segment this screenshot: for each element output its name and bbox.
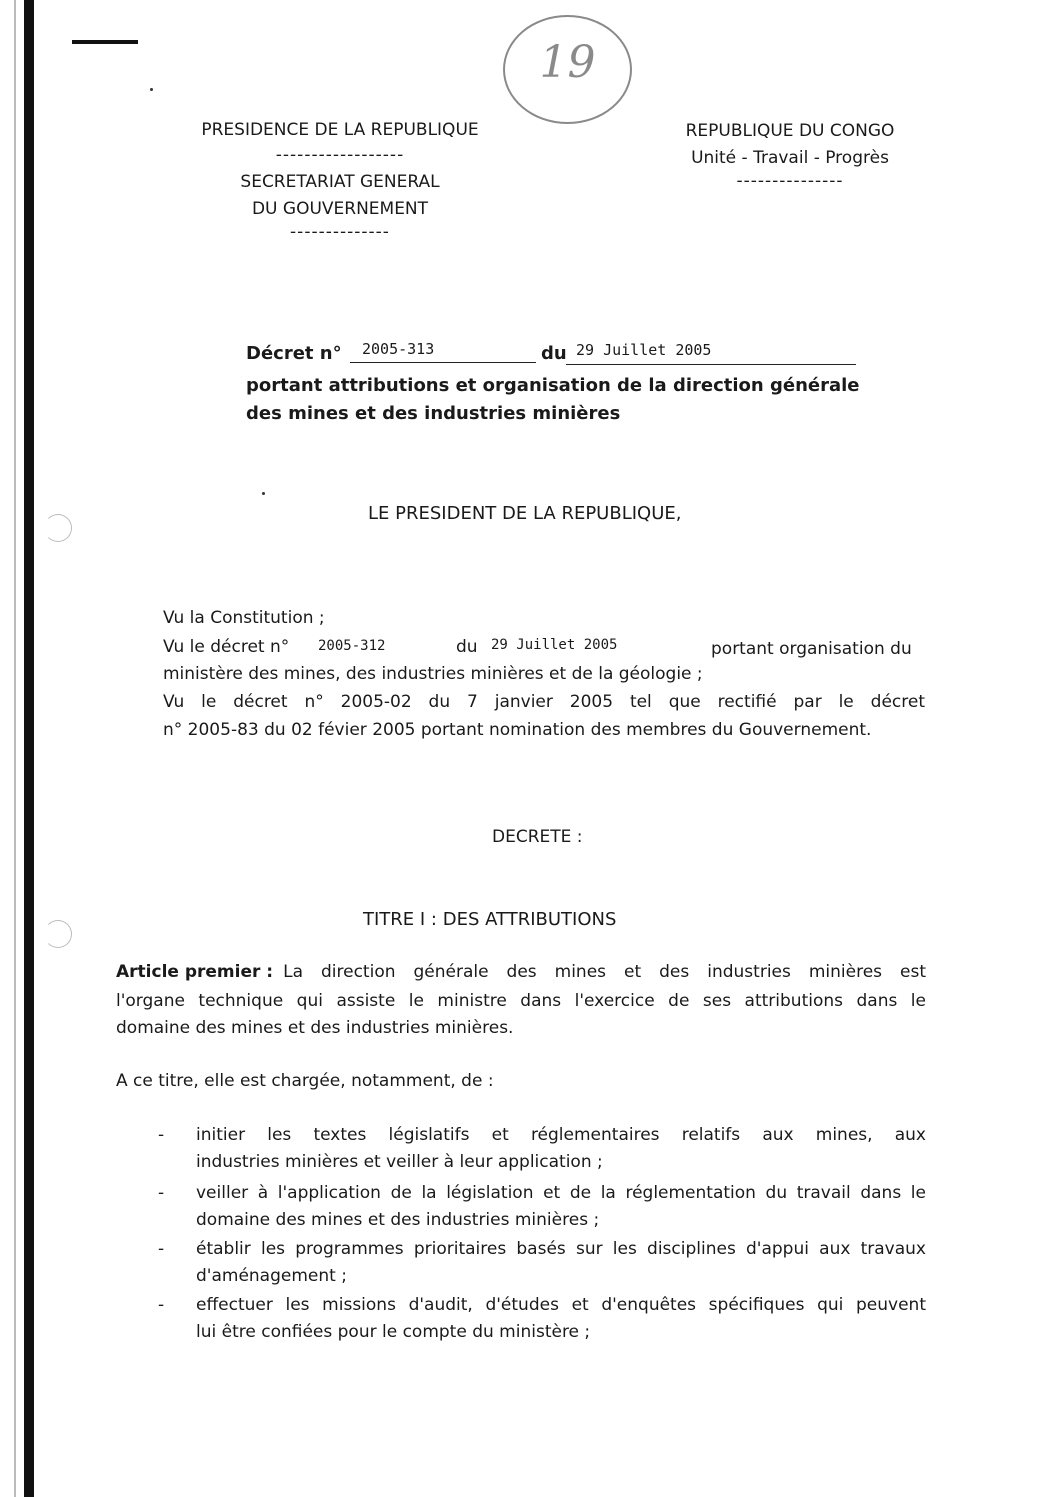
bullet-dash: -: [158, 1239, 165, 1259]
decree-du-label: du: [541, 343, 567, 364]
decree-subject-line1: portant attributions et organisation de la direction générale: [246, 375, 860, 396]
republique-label: REPUBLIQUE DU CONGO: [685, 121, 895, 141]
article-premier-text2: l'organe technique qui assiste le ministre dans l'exercice de ses attributions dans le: [116, 991, 926, 1011]
visa-decret1-number: 2005-312: [318, 638, 386, 654]
scan-top-mark: [72, 40, 138, 44]
decrete-heading: DECRETE :: [492, 827, 583, 847]
titre-heading: TITRE I : DES ATTRIBUTIONS: [363, 909, 617, 930]
attribution-line1: veiller à l'application de la législation et de la réglementation du travail dans le: [196, 1183, 926, 1203]
visa-decret1-date: 29 Juillet 2005: [491, 637, 618, 653]
attribution-text: [196, 1236, 926, 1290]
article-premier-line3: domaine des mines et des industries minières.: [116, 1018, 514, 1038]
article-premier-text1: La direction générale des mines et des industries minières est: [283, 962, 926, 982]
page-number: 19: [539, 37, 596, 88]
article-premier-line2: [116, 993, 926, 1010]
scan-binding-edge: [24, 0, 34, 1497]
scan-speck: [262, 492, 265, 495]
attribution-line2: domaine des mines et des industries minières ;: [196, 1210, 600, 1230]
president-heading: LE PRESIDENT DE LA REPUBLIQUE,: [368, 503, 682, 524]
article-premier-line1: [116, 964, 926, 981]
visa-decret1-du: du: [456, 637, 478, 657]
header-left: [150, 120, 530, 245]
bullet-dash: -: [158, 1125, 165, 1145]
decree-number: 2005-313: [362, 340, 435, 358]
presidence-label: PRESIDENCE DE LA REPUBLIQUE: [201, 120, 479, 140]
attribution-line1: établir les programmes prioritaires basés sur les disciplines d'appui aux travaux: [196, 1239, 926, 1259]
attribution-item: [158, 1180, 926, 1234]
attribution-line1: effectuer les missions d'audit, d'études et d'enquêtes spécifiques qui peuvent: [196, 1295, 926, 1315]
secretariat-label: SECRETARIAT GENERAL: [240, 172, 440, 192]
visa-decret2-line2: n° 2005-83 du 02 févier 2005 portant nomination des membres du Gouvernement.: [163, 720, 872, 740]
attribution-item: [158, 1292, 926, 1346]
visa-decret1-prefix: Vu le décret n°: [163, 637, 290, 657]
punch-hole: [44, 920, 72, 948]
visa-decret1-suffix: portant organisation du: [711, 639, 912, 659]
scan-edge-line: [14, 0, 16, 1497]
decree-subject-line2: des mines et des industries minières: [246, 403, 621, 424]
header-right: [640, 121, 940, 194]
attribution-line2: lui être confiées pour le compte du ministère ;: [196, 1322, 591, 1342]
punch-hole: [44, 514, 72, 542]
devise-label: Unité - Travail - Progrès: [691, 148, 889, 168]
separator: ---------------: [736, 171, 844, 191]
attribution-line2: industries minières et veiller à leur application ;: [196, 1152, 603, 1172]
visa-decret2-text: Vu le décret n° 2005-02 du 7 janvier 2005 tel que rectifié par le décret: [163, 692, 925, 712]
attributions-intro: A ce titre, elle est chargée, notamment, de :: [116, 1071, 494, 1091]
attribution-line2: d'aménagement ;: [196, 1266, 347, 1286]
visa-decret2-line1: [163, 694, 925, 711]
article-premier-label: Article premier :: [116, 962, 274, 982]
separator: ------------------: [275, 145, 405, 165]
attribution-text: [196, 1292, 926, 1346]
decree-date: 29 Juillet 2005: [576, 341, 712, 359]
page-number-stamp: [503, 15, 632, 124]
visa-constitution: Vu la Constitution ;: [163, 608, 325, 628]
attribution-text: [196, 1122, 926, 1176]
attribution-item: [158, 1122, 926, 1176]
separator: --------------: [290, 222, 390, 242]
visa-decret1-line2: ministère des mines, des industries minières et de la géologie ;: [163, 664, 703, 684]
attribution-text: [196, 1180, 926, 1234]
bullet-dash: -: [158, 1295, 165, 1315]
decree-date-line: [566, 364, 856, 365]
gouvernement-label: DU GOUVERNEMENT: [251, 199, 429, 219]
attribution-item: [158, 1236, 926, 1290]
scan-speck: [150, 88, 153, 91]
bullet-dash: -: [158, 1183, 165, 1203]
attribution-line1: initier les textes législatifs et réglementaires relatifs aux mines, aux: [196, 1125, 926, 1145]
decree-label: Décret n°: [246, 343, 342, 364]
decree-number-line: [350, 362, 536, 363]
